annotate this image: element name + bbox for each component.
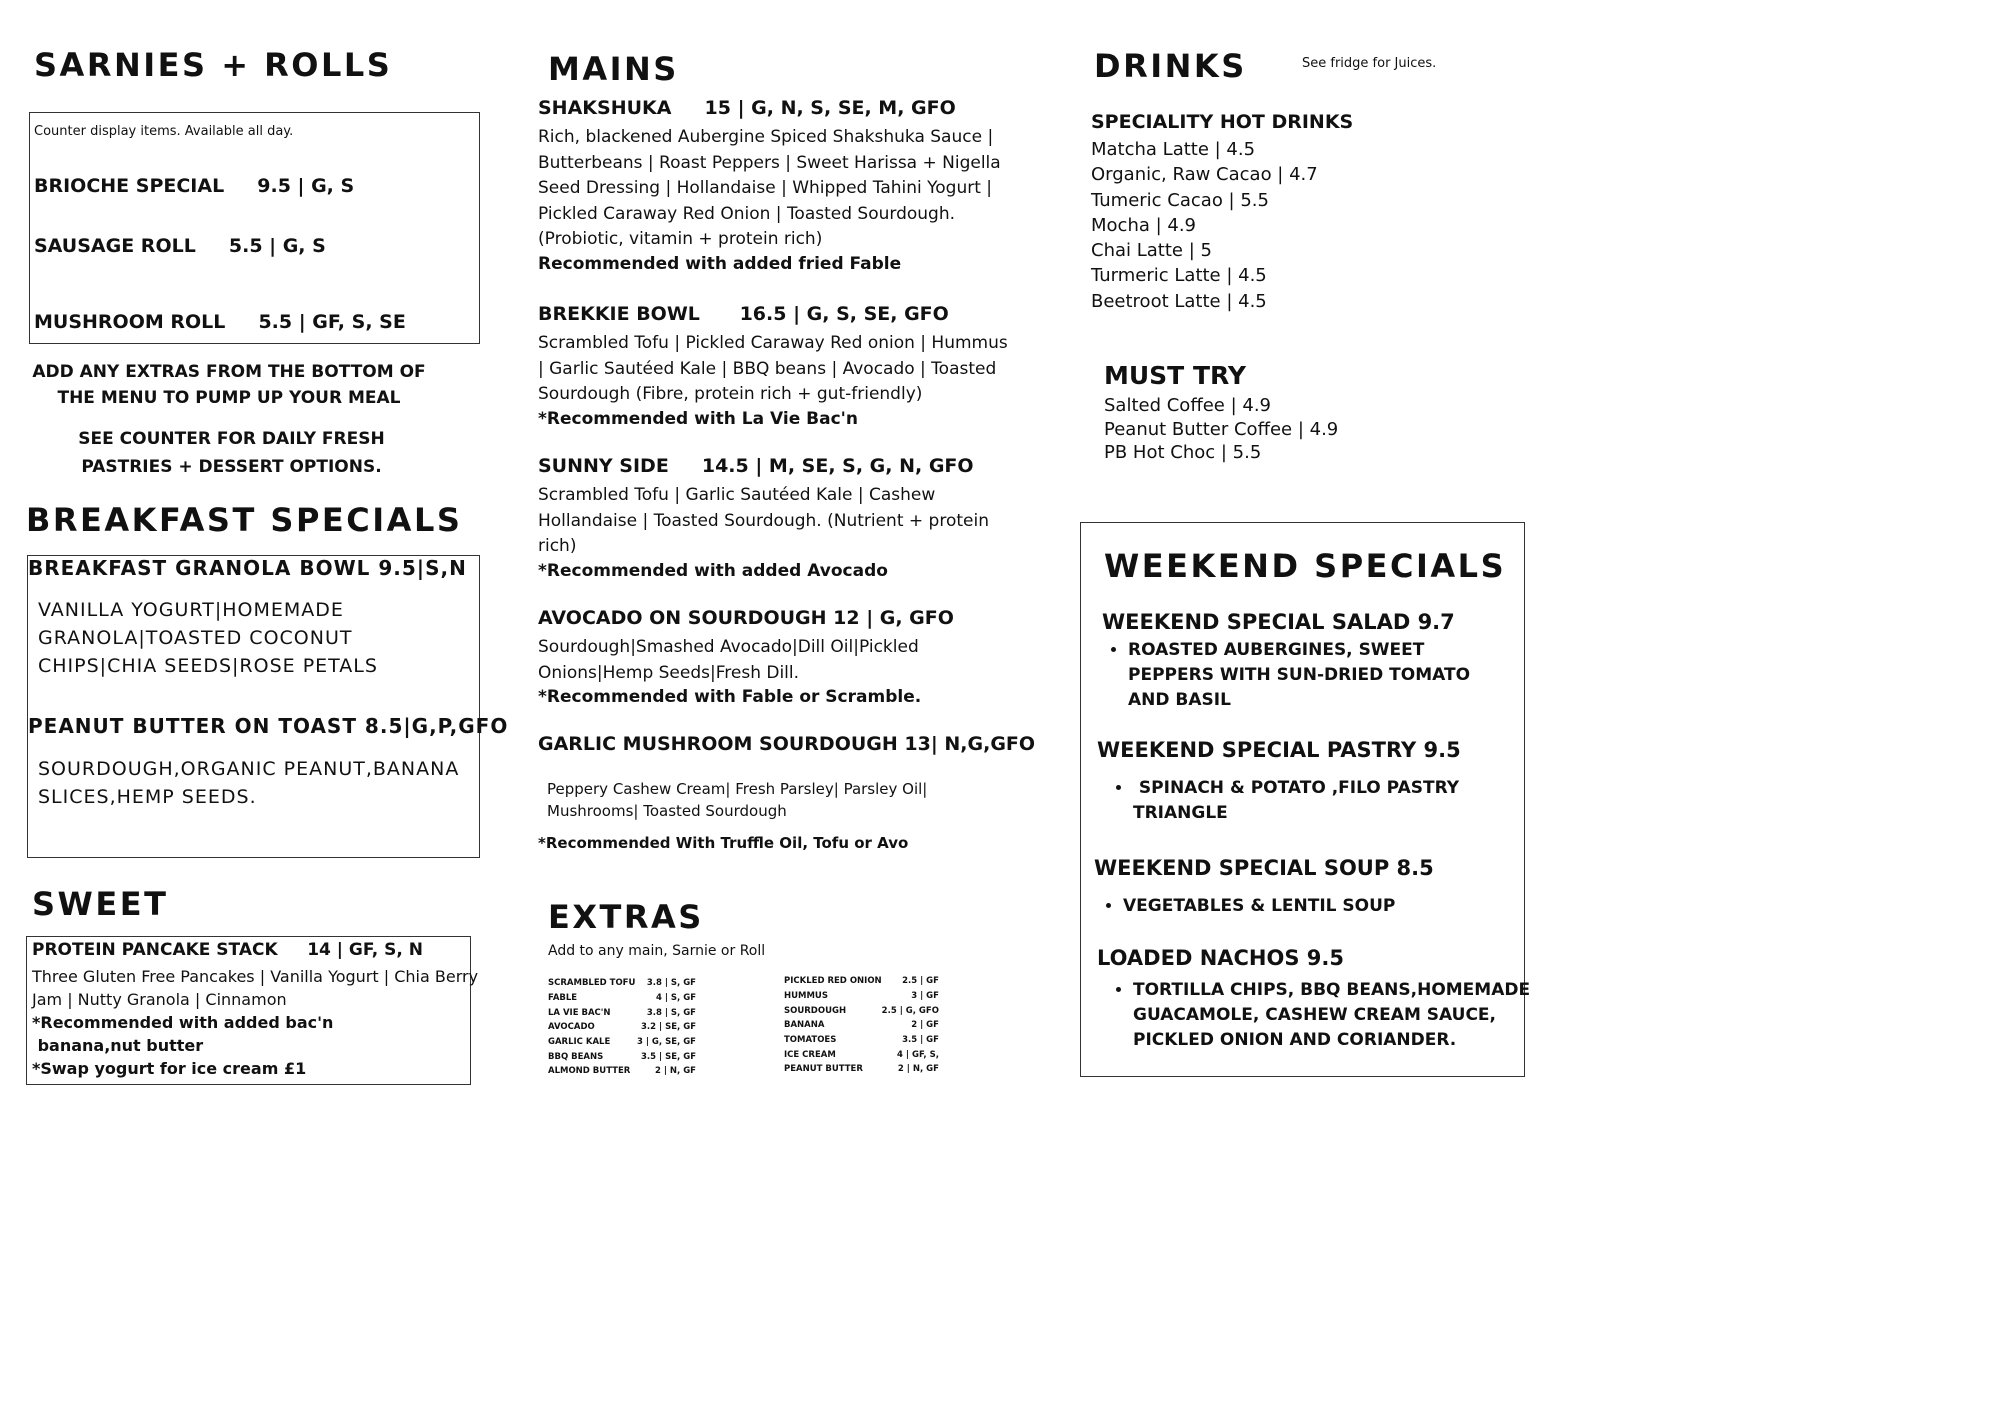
extras-name: GARLIC KALE (548, 1037, 611, 1048)
extras-table-left (548, 976, 696, 1079)
extras-row (784, 1033, 939, 1048)
breakfast-item-granola-desc: VANILLA YOGURT|HOMEMADE GRANOLA|TOASTED COCONUT CHIPS|CHIA SEEDS|ROSE PETALS (38, 599, 378, 677)
weekend-item-nachos-name: LOADED NACHOS 9.5 (1097, 946, 1344, 970)
weekend-item-nachos-bullet: • TORTILLA CHIPS, BBQ BEANS,HOMEMADE GUACAMOLE, CASHEW CREAM SAUCE, PICKLED ONION AND CORIANDER. (1133, 978, 1530, 1053)
extras-row (548, 991, 696, 1006)
counter-note: SEE COUNTER FOR DAILY FRESH PASTRIES + DESSERT OPTIONS. (78, 429, 385, 477)
extras-note: ADD ANY EXTRAS FROM THE BOTTOM OF THE MENU TO PUMP UP YOUR MEAL (32, 362, 426, 408)
main-item-brekkie-name: BREKKIE BOWL 16.5 | G, S, SE, GFO (538, 303, 949, 325)
main-item-brekkie-desc: Scrambled Tofu | Pickled Caraway Red onion | Hummus | Garlic Sautéed Kale | BBQ beans | Avocado | Toasted Sourdough (Fibre, protein rich + gut-friendly) (538, 333, 1008, 404)
sarnie-item-mushroom-roll: MUSHROOM ROLL 5.5 | GF, S, SE (34, 311, 406, 333)
sarnies-note: Counter display items. Available all day. (34, 124, 294, 139)
extras-value: 2 | GF (911, 1020, 939, 1031)
extras-subtitle: Add to any main, Sarnie or Roll (548, 943, 766, 959)
extras-value: 3.5 | GF (902, 1035, 939, 1046)
extras-row (548, 1049, 696, 1064)
extras-name: ALMOND BUTTER (548, 1066, 631, 1077)
must-try-title: MUST TRY (1104, 361, 1246, 390)
extras-name: TOMATOES (784, 1035, 837, 1046)
must-try-item: PB Hot Choc | 5.5 (1104, 442, 1262, 463)
breakfast-box (27, 555, 509, 858)
mains-title: MAINS (548, 50, 679, 88)
extras-value: 2 | N, GF (897, 1064, 939, 1075)
extras-value: 2.5 | G, GFO (881, 1005, 939, 1016)
main-item-sunny-side-desc: Scrambled Tofu | Garlic Sautéed Kale | Cashew Hollandaise | Toasted Sourdough. (Nutrient + protein rich) (538, 485, 989, 556)
weekend-item-soup-list (1097, 894, 1395, 919)
extras-name: BANANA (784, 1020, 825, 1031)
extras-value: 4 | S, GF (655, 993, 696, 1004)
extras-name: SCRAMBLED TOFU (548, 978, 636, 989)
drink-item: Turmeric Latte | 4.5 (1091, 265, 1267, 287)
extras-value: 3.5 | SE, GF (641, 1051, 696, 1062)
sarnie-item-brioche: BRIOCHE SPECIAL 9.5 | G, S (34, 175, 355, 197)
breakfast-title: BREAKFAST SPECIALS (26, 501, 463, 539)
sarnies-title: SARNIES + ROLLS (34, 46, 393, 84)
breakfast-item-pb-toast-desc: SOURDOUGH,ORGANIC PEANUT,BANANA SLICES,HEMP SEEDS. (38, 758, 460, 808)
main-item-shakshuka-rec: Recommended with added fried Fable (538, 254, 902, 274)
weekend-item-salad-list (1102, 638, 1470, 713)
sweet-box (26, 936, 479, 1085)
extras-value: 3.8 | S, GF (646, 1007, 696, 1018)
drinks-title: DRINKS (1094, 47, 1247, 85)
main-item-brekkie-rec: *Recommended with La Vie Bac'n (538, 409, 858, 429)
sarnies-box (29, 112, 480, 344)
weekend-item-salad-bullet: • ROASTED AUBERGINES, SWEET PEPPERS WITH SUN-DRIED TOMATO AND BASIL (1128, 638, 1470, 713)
extras-value: 3 | GF (911, 991, 939, 1002)
weekend-item-nachos-list (1107, 978, 1530, 1053)
main-item-avocado-name: AVOCADO ON SOURDOUGH 12 | G, GFO (538, 607, 954, 629)
main-item-garlic-mushroom-name: GARLIC MUSHROOM SOURDOUGH 13| N,G,GFO (538, 733, 1036, 755)
extras-value: 2 | N, GF (654, 1066, 696, 1077)
extras-value: 3.2 | SE, GF (641, 1022, 696, 1033)
extras-name: HUMMUS (784, 991, 828, 1002)
weekend-item-soup-name: WEEKEND SPECIAL SOUP 8.5 (1094, 856, 1434, 880)
extras-row (548, 1020, 696, 1035)
drinks-note: See fridge for Juices. (1302, 56, 1437, 71)
weekend-item-soup-bullet: • VEGETABLES & LENTIL SOUP (1123, 894, 1395, 919)
weekend-item-salad-name: WEEKEND SPECIAL SALAD 9.7 (1102, 610, 1455, 634)
weekend-item-pastry-bullet: • SPINACH & POTATO ,FILO PASTRY TRIANGLE (1133, 776, 1459, 826)
extras-row (784, 1003, 939, 1018)
weekend-item-pastry-name: WEEKEND SPECIAL PASTRY 9.5 (1097, 738, 1461, 762)
extras-name: PEANUT BUTTER (784, 1064, 863, 1075)
sweet-item-rec: *Recommended with added bac'n banana,nut butter (32, 1013, 334, 1055)
extras-row (548, 976, 696, 991)
must-try-item: Peanut Butter Coffee | 4.9 (1104, 418, 1339, 440)
extras-value: 3 | G, SE, GF (636, 1037, 696, 1048)
extras-name: SOURDOUGH (784, 1005, 847, 1016)
extras-table-right (784, 974, 939, 1077)
extras-name: FABLE (548, 993, 578, 1004)
weekend-item-pastry-list (1107, 776, 1459, 826)
extras-name: ICE CREAM (784, 1049, 836, 1060)
extras-row (548, 1064, 696, 1079)
extras-row (548, 1005, 696, 1020)
extras-row (548, 1035, 696, 1050)
weekend-title: WEEKEND SPECIALS (1104, 547, 1507, 585)
extras-value: 2.5 | GF (902, 976, 939, 987)
must-try-item: Salted Coffee | 4.9 (1104, 395, 1272, 416)
main-item-avocado-rec: *Recommended with Fable or Scramble. (538, 687, 922, 707)
breakfast-item-granola-name: BREAKFAST GRANOLA BOWL 9.5|S,N (28, 556, 467, 580)
sweet-title: SWEET (32, 885, 169, 923)
drink-item: Tumeric Cacao | 5.5 (1091, 189, 1269, 211)
main-item-shakshuka-name: SHAKSHUKA 15 | G, N, S, SE, M, GFO (538, 97, 956, 119)
extras-value: 3.8 | S, GF (646, 978, 696, 989)
main-item-garlic-mushroom-rec: *Recommended With Truffle Oil, Tofu or Avo (538, 834, 909, 852)
main-item-sunny-side-name: SUNNY SIDE 14.5 | M, SE, S, G, N, GFO (538, 455, 974, 477)
hot-drinks-title: SPECIALITY HOT DRINKS (1091, 111, 1354, 133)
extras-row (784, 1047, 939, 1062)
extras-row (784, 1018, 939, 1033)
drink-item: Matcha Latte | 4.5 (1091, 139, 1256, 160)
sarnie-item-sausage-roll: SAUSAGE ROLL 5.5 | G, S (34, 235, 326, 257)
extras-row (784, 1062, 939, 1077)
weekend-box (1080, 522, 1531, 1077)
extras-title: EXTRAS (548, 898, 704, 936)
extras-value: 4 | GF, S, (897, 1049, 939, 1060)
extras-row (784, 989, 939, 1004)
drink-item: Mocha | 4.9 (1091, 214, 1197, 236)
main-item-garlic-mushroom-desc: Peppery Cashew Cream| Fresh Parsley| Parsley Oil| Mushrooms| Toasted Sourdough (547, 780, 928, 820)
main-item-sunny-side-rec: *Recommended with added Avocado (538, 561, 888, 581)
extras-name: LA VIE BAC'N (548, 1007, 611, 1018)
sweet-item-desc: Three Gluten Free Pancakes | Vanilla Yogurt | Chia Berry Jam | Nutty Granola | Cinnamon (32, 967, 479, 1009)
breakfast-item-pb-toast-name: PEANUT BUTTER ON TOAST 8.5|G,P,GFO (28, 714, 509, 738)
main-item-shakshuka-desc: Rich, blackened Aubergine Spiced Shakshuka Sauce | Butterbeans | Roast Peppers | Sweet Harissa + Nigella Seed Dressing | Hollandaise | Whipped Tahini Yogurt | Pickled Caraway Red Onion | Toasted Sourdough. (Probiotic, vitamin + protein rich) (538, 127, 1001, 249)
sweet-item-swap: *Swap yogurt for ice cream £1 (32, 1059, 307, 1078)
hot-drinks-list (1091, 137, 1318, 314)
extras-name: AVOCADO (548, 1022, 595, 1033)
extras-row (784, 974, 939, 989)
sweet-item-name: PROTEIN PANCAKE STACK 14 | GF, S, N (32, 940, 423, 960)
extras-name: PICKLED RED ONION (784, 976, 882, 987)
drink-item: Chai Latte | 5 (1091, 240, 1212, 262)
main-item-avocado-desc: Sourdough|Smashed Avocado|Dill Oil|Pickled Onions|Hemp Seeds|Fresh Dill. (538, 637, 919, 683)
must-try-list (1104, 394, 1338, 465)
extras-name: BBQ BEANS (548, 1051, 604, 1062)
drink-item: Organic, Raw Cacao | 4.7 (1091, 164, 1318, 186)
drink-item: Beetroot Latte | 4.5 (1091, 290, 1267, 312)
